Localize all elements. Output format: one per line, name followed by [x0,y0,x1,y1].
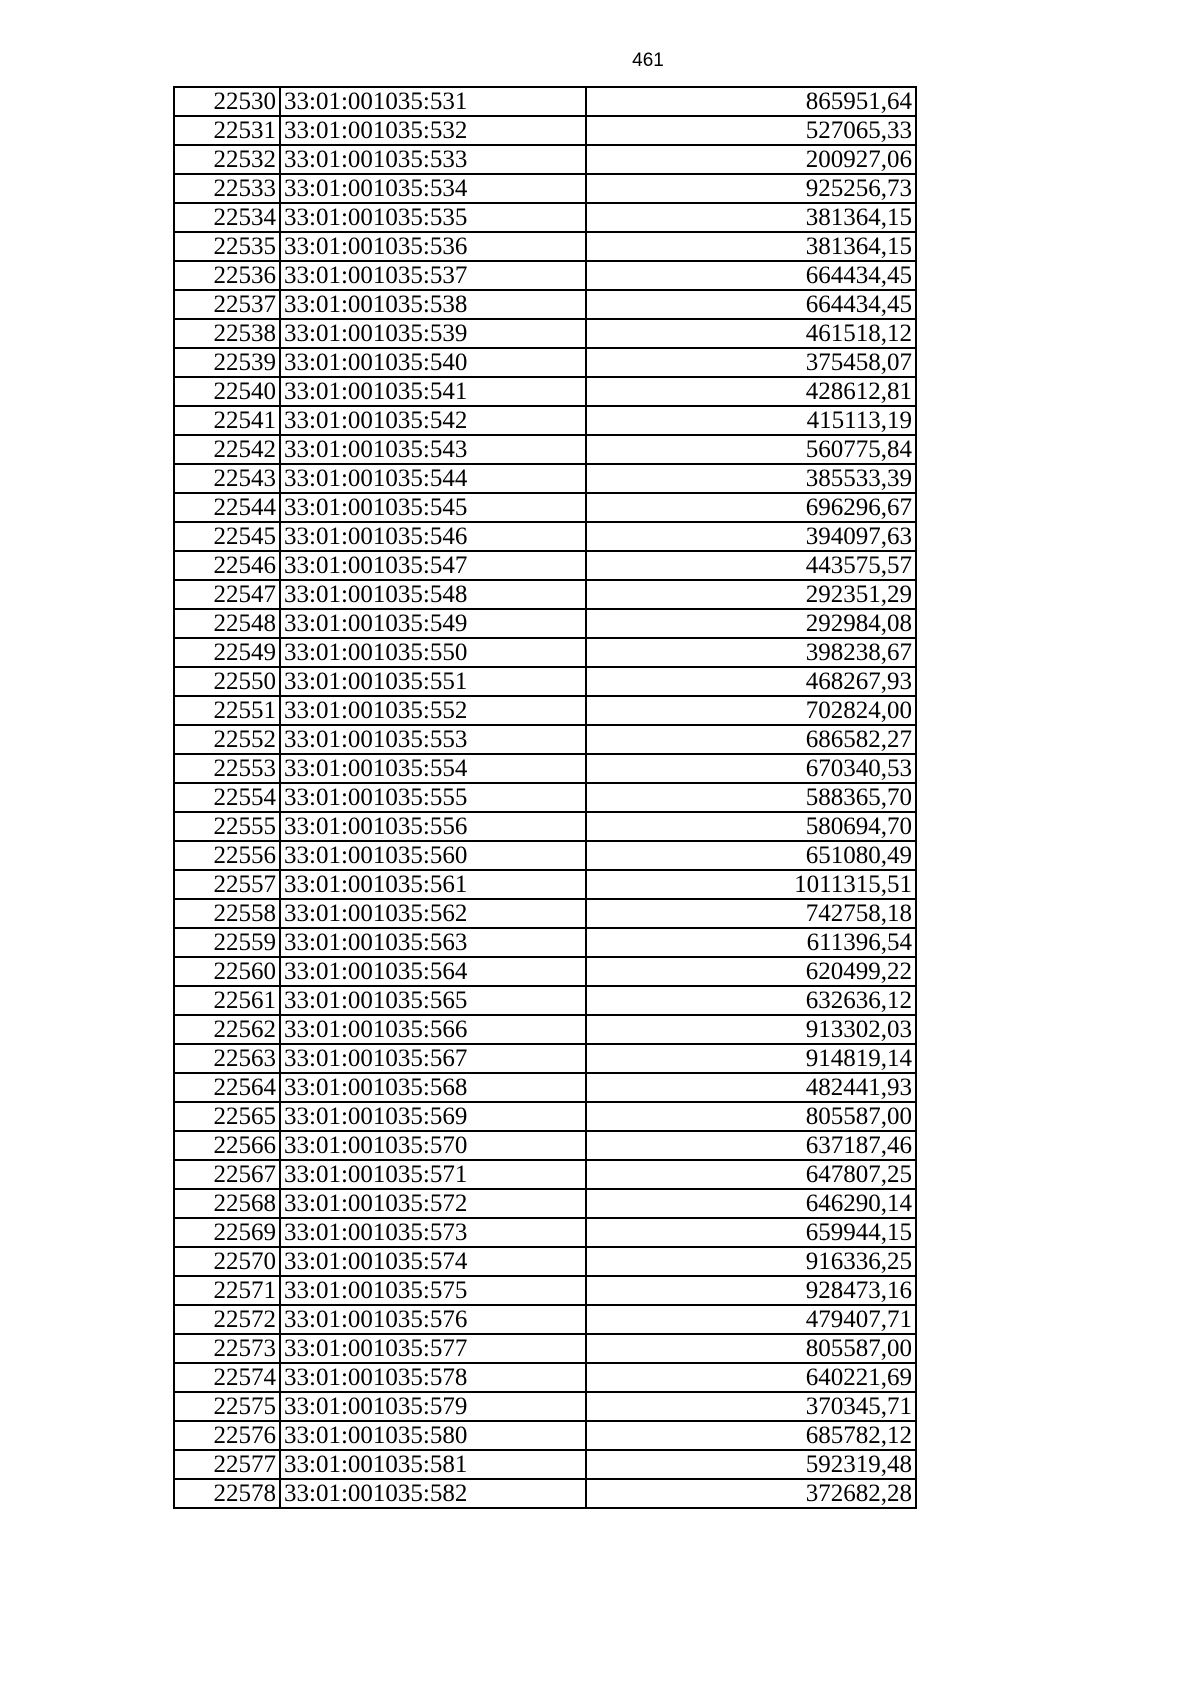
table-row [174,725,916,754]
value-cell: 914819,14 [586,1044,916,1073]
value-cell: 381364,15 [586,203,916,232]
value-cell: 805587,00 [586,1334,916,1363]
value-cell: 805587,00 [586,1102,916,1131]
cadastral-number-cell: 33:01:001035:541 [280,377,586,406]
row-number-cell: 22555 [174,812,280,841]
row-number-cell: 22539 [174,348,280,377]
value-cell: 620499,22 [586,957,916,986]
table-row [174,928,916,957]
cadastral-number-cell: 33:01:001035:570 [280,1131,586,1160]
row-number-cell: 22574 [174,1363,280,1392]
table-row [174,1044,916,1073]
row-number-cell: 22535 [174,232,280,261]
value-cell: 664434,45 [586,290,916,319]
row-number-cell: 22566 [174,1131,280,1160]
row-number-cell: 22545 [174,522,280,551]
value-cell: 640221,69 [586,1363,916,1392]
table-row [174,551,916,580]
value-cell: 742758,18 [586,899,916,928]
table-row [174,841,916,870]
row-number-cell: 22549 [174,638,280,667]
page-number: 461 [632,50,664,71]
value-cell: 479407,71 [586,1305,916,1334]
row-number-cell: 22558 [174,899,280,928]
table-row [174,986,916,1015]
row-number-cell: 22541 [174,406,280,435]
cadastral-number-cell: 33:01:001035:536 [280,232,586,261]
cadastral-number-cell: 33:01:001035:580 [280,1421,586,1450]
cadastral-number-cell: 33:01:001035:575 [280,1276,586,1305]
row-number-cell: 22570 [174,1247,280,1276]
row-number-cell: 22561 [174,986,280,1015]
cadastral-number-cell: 33:01:001035:539 [280,319,586,348]
value-cell: 659944,15 [586,1218,916,1247]
row-number-cell: 22564 [174,1073,280,1102]
table-row [174,870,916,899]
table-row [174,116,916,145]
value-cell: 702824,00 [586,696,916,725]
value-cell: 647807,25 [586,1160,916,1189]
row-number-cell: 22554 [174,783,280,812]
value-cell: 398238,67 [586,638,916,667]
table-row [174,319,916,348]
cadastral-number-cell: 33:01:001035:564 [280,957,586,986]
cadastral-number-cell: 33:01:001035:545 [280,493,586,522]
value-cell: 685782,12 [586,1421,916,1450]
value-cell: 664434,45 [586,261,916,290]
table-row [174,1189,916,1218]
row-number-cell: 22562 [174,1015,280,1044]
cadastral-number-cell: 33:01:001035:579 [280,1392,586,1421]
cadastral-number-cell: 33:01:001035:548 [280,580,586,609]
cadastral-number-cell: 33:01:001035:565 [280,986,586,1015]
table-row [174,667,916,696]
row-number-cell: 22559 [174,928,280,957]
value-cell: 527065,33 [586,116,916,145]
value-cell: 415113,19 [586,406,916,435]
row-number-cell: 22577 [174,1450,280,1479]
table-row [174,1102,916,1131]
value-cell: 428612,81 [586,377,916,406]
table-row [174,377,916,406]
value-cell: 651080,49 [586,841,916,870]
value-cell: 372682,28 [586,1479,916,1508]
table-row [174,812,916,841]
value-cell: 913302,03 [586,1015,916,1044]
value-cell: 696296,67 [586,493,916,522]
row-number-cell: 22538 [174,319,280,348]
row-number-cell: 22540 [174,377,280,406]
row-number-cell: 22544 [174,493,280,522]
row-number-cell: 22572 [174,1305,280,1334]
table-row [174,1392,916,1421]
row-number-cell: 22552 [174,725,280,754]
row-number-cell: 22569 [174,1218,280,1247]
table-row [174,1421,916,1450]
value-cell: 292984,08 [586,609,916,638]
row-number-cell: 22576 [174,1421,280,1450]
cadastral-number-cell: 33:01:001035:560 [280,841,586,870]
value-cell: 468267,93 [586,667,916,696]
registry-table [173,86,917,1509]
value-cell: 928473,16 [586,1276,916,1305]
table-row [174,348,916,377]
table-row [174,1073,916,1102]
row-number-cell: 22536 [174,261,280,290]
cadastral-number-cell: 33:01:001035:534 [280,174,586,203]
cadastral-number-cell: 33:01:001035:555 [280,783,586,812]
cadastral-number-cell: 33:01:001035:556 [280,812,586,841]
row-number-cell: 22531 [174,116,280,145]
table-row [174,1160,916,1189]
cadastral-number-cell: 33:01:001035:542 [280,406,586,435]
value-cell: 632636,12 [586,986,916,1015]
value-cell: 482441,93 [586,1073,916,1102]
value-cell: 292351,29 [586,580,916,609]
row-number-cell: 22537 [174,290,280,319]
table-row [174,406,916,435]
table-row [174,1131,916,1160]
row-number-cell: 22573 [174,1334,280,1363]
value-cell: 385533,39 [586,464,916,493]
cadastral-number-cell: 33:01:001035:533 [280,145,586,174]
cadastral-number-cell: 33:01:001035:572 [280,1189,586,1218]
cadastral-number-cell: 33:01:001035:550 [280,638,586,667]
row-number-cell: 22533 [174,174,280,203]
cadastral-number-cell: 33:01:001035:543 [280,435,586,464]
cadastral-number-cell: 33:01:001035:574 [280,1247,586,1276]
cadastral-number-cell: 33:01:001035:561 [280,870,586,899]
value-cell: 443575,57 [586,551,916,580]
value-cell: 686582,27 [586,725,916,754]
row-number-cell: 22568 [174,1189,280,1218]
row-number-cell: 22543 [174,464,280,493]
cadastral-number-cell: 33:01:001035:581 [280,1450,586,1479]
cadastral-number-cell: 33:01:001035:547 [280,551,586,580]
cadastral-number-cell: 33:01:001035:578 [280,1363,586,1392]
table-row [174,261,916,290]
value-cell: 560775,84 [586,435,916,464]
table-row [174,1218,916,1247]
cadastral-number-cell: 33:01:001035:546 [280,522,586,551]
cadastral-number-cell: 33:01:001035:576 [280,1305,586,1334]
table-row [174,290,916,319]
row-number-cell: 22567 [174,1160,280,1189]
table-row [174,957,916,986]
cadastral-number-cell: 33:01:001035:566 [280,1015,586,1044]
row-number-cell: 22530 [174,87,280,116]
value-cell: 580694,70 [586,812,916,841]
row-number-cell: 22571 [174,1276,280,1305]
value-cell: 370345,71 [586,1392,916,1421]
value-cell: 637187,46 [586,1131,916,1160]
value-cell: 375458,07 [586,348,916,377]
row-number-cell: 22534 [174,203,280,232]
row-number-cell: 22553 [174,754,280,783]
row-number-cell: 22551 [174,696,280,725]
table-row [174,174,916,203]
value-cell: 916336,25 [586,1247,916,1276]
table-row [174,1450,916,1479]
cadastral-number-cell: 33:01:001035:553 [280,725,586,754]
table-row [174,493,916,522]
row-number-cell: 22556 [174,841,280,870]
table-row [174,899,916,928]
cadastral-number-cell: 33:01:001035:531 [280,87,586,116]
value-cell: 592319,48 [586,1450,916,1479]
row-number-cell: 22575 [174,1392,280,1421]
cadastral-number-cell: 33:01:001035:562 [280,899,586,928]
value-cell: 381364,15 [586,232,916,261]
table-row [174,522,916,551]
cadastral-number-cell: 33:01:001035:567 [280,1044,586,1073]
table-row [174,783,916,812]
cadastral-number-cell: 33:01:001035:582 [280,1479,586,1508]
table-row [174,232,916,261]
value-cell: 611396,54 [586,928,916,957]
cadastral-number-cell: 33:01:001035:577 [280,1334,586,1363]
row-number-cell: 22563 [174,1044,280,1073]
cadastral-number-cell: 33:01:001035:537 [280,261,586,290]
value-cell: 461518,12 [586,319,916,348]
table-row [174,1276,916,1305]
row-number-cell: 22542 [174,435,280,464]
table-row [174,464,916,493]
cadastral-number-cell: 33:01:001035:535 [280,203,586,232]
cadastral-number-cell: 33:01:001035:563 [280,928,586,957]
value-cell: 646290,14 [586,1189,916,1218]
value-cell: 925256,73 [586,174,916,203]
cadastral-number-cell: 33:01:001035:540 [280,348,586,377]
table-row [174,1334,916,1363]
table-row [174,203,916,232]
table-row [174,696,916,725]
value-cell: 865951,64 [586,87,916,116]
table-row [174,580,916,609]
cadastral-number-cell: 33:01:001035:532 [280,116,586,145]
cadastral-number-cell: 33:01:001035:568 [280,1073,586,1102]
row-number-cell: 22550 [174,667,280,696]
table-row [174,435,916,464]
cadastral-number-cell: 33:01:001035:544 [280,464,586,493]
table-row [174,609,916,638]
value-cell: 200927,06 [586,145,916,174]
table-row [174,1363,916,1392]
row-number-cell: 22560 [174,957,280,986]
table-row [174,1305,916,1334]
row-number-cell: 22532 [174,145,280,174]
row-number-cell: 22546 [174,551,280,580]
cadastral-number-cell: 33:01:001035:552 [280,696,586,725]
cadastral-number-cell: 33:01:001035:569 [280,1102,586,1131]
row-number-cell: 22547 [174,580,280,609]
table-row [174,1479,916,1508]
cadastral-number-cell: 33:01:001035:573 [280,1218,586,1247]
value-cell: 1011315,51 [586,870,916,899]
cadastral-number-cell: 33:01:001035:538 [280,290,586,319]
value-cell: 670340,53 [586,754,916,783]
cadastral-number-cell: 33:01:001035:549 [280,609,586,638]
table-row [174,87,916,116]
cadastral-number-cell: 33:01:001035:551 [280,667,586,696]
table-row [174,1247,916,1276]
row-number-cell: 22557 [174,870,280,899]
registry-table-body [174,87,916,1508]
table-row [174,145,916,174]
cadastral-number-cell: 33:01:001035:554 [280,754,586,783]
row-number-cell: 22565 [174,1102,280,1131]
value-cell: 394097,63 [586,522,916,551]
table-row [174,754,916,783]
value-cell: 588365,70 [586,783,916,812]
row-number-cell: 22578 [174,1479,280,1508]
table-row [174,1015,916,1044]
cadastral-number-cell: 33:01:001035:571 [280,1160,586,1189]
row-number-cell: 22548 [174,609,280,638]
table-row [174,638,916,667]
